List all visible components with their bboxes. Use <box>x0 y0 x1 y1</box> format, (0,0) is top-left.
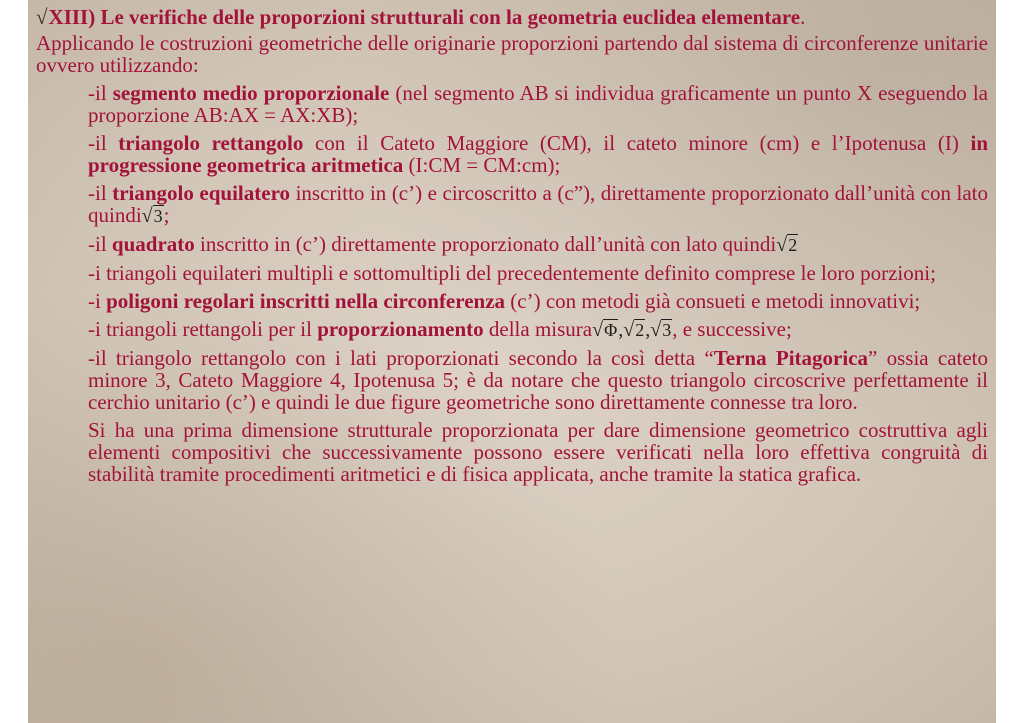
item-text: inscritto in (c’) e circoscritto a (c”), direttamente proporzionato dall’unità con lato quindi <box>88 181 989 227</box>
item-text: -il <box>88 81 113 105</box>
item-keyword: poligoni regolari inscritti nella circonferenza <box>106 289 506 313</box>
item-keyword: Terna Pitagorica <box>713 346 868 370</box>
item-text: inscritto in (c’) direttamente proporzionato dall’unità con lato quindi <box>194 232 777 256</box>
separator: , <box>645 319 651 341</box>
sqrt-symbol <box>592 318 618 341</box>
sqrt-symbol <box>776 233 798 256</box>
item-text: (I:CM = CM:cm); <box>403 153 561 177</box>
closing-paragraph: Si ha una prima dimensione strutturale proporzionata per dare dimensione geometrico costruttiva agli elementi compositivi che successivamente possono essere verificati nella loro effettiva congruità di stabilità tramite procedimenti aritmetici e di fisica applicata, anche tramite la statica grafica. <box>88 418 988 486</box>
item-keyword: triangolo rettangolo <box>118 131 304 155</box>
intro-paragraph: Applicando le costruzioni geometriche delle originarie proporzioni partendo dal sistema di circonferenze unitarie ovvero utilizzando: <box>36 31 988 77</box>
section-title-period: . <box>800 5 806 29</box>
radicand: Φ <box>604 320 618 340</box>
sqrt-symbol <box>142 204 164 227</box>
item-text: ; <box>163 203 170 227</box>
list-item-quadrato <box>88 233 988 256</box>
radicand: 3 <box>662 320 672 340</box>
item-text: -il <box>88 131 119 155</box>
radical-symbol: √ <box>776 234 788 256</box>
list-item-triangolo-rettangolo <box>88 132 988 176</box>
separator: , <box>618 319 624 341</box>
radical-symbol: √ <box>592 319 604 341</box>
item-text: -i <box>88 289 107 313</box>
list-item-poligoni <box>88 290 988 312</box>
sqrt-symbol <box>623 318 645 341</box>
slide-page <box>28 0 996 723</box>
list-item-proporzionamento <box>88 318 988 341</box>
item-text: -il <box>88 181 113 205</box>
item-text: -il triangolo rettangolo con i lati proporzionati secondo la così detta “ <box>88 346 714 370</box>
radical-symbol: √ <box>36 5 48 29</box>
list-item-segmento <box>88 82 988 126</box>
item-text: con il Cateto Maggiore (CM), il cateto minore (cm) e l’Ipotenusa (I) <box>303 131 971 155</box>
item-keyword: quadrato <box>111 232 195 256</box>
radical-symbol: √ <box>623 319 635 341</box>
item-list <box>88 82 988 413</box>
item-text: -il <box>88 232 112 256</box>
item-text: -i triangoli rettangoli per il <box>88 317 318 341</box>
radical-symbol: √ <box>650 319 662 341</box>
item-keyword: triangolo equilatero <box>112 181 291 205</box>
item-text: -i triangoli equilateri multipli e sottomultipli del precedentemente definito comprese le loro porzioni; <box>88 261 936 285</box>
item-text: (c’) con metodi già consueti e metodi innovativi; <box>505 289 921 313</box>
radicand: 2 <box>788 235 798 255</box>
list-item-terna-pitagorica <box>88 347 988 413</box>
radicand: 3 <box>153 206 163 226</box>
radical-symbol: √ <box>141 205 153 227</box>
item-text: ” ossia cateto minore 3, Cateto Maggiore 4, Ipotenusa 5; è da notare che questo triangolo circoscrive perfettamente il cerchio unitario (c’) e quindi le due figure geometriche sono direttamente connesse tra loro. <box>88 346 989 414</box>
list-item-triangolo-equilatero <box>88 182 988 227</box>
list-item-triangoli-multipli <box>88 262 988 284</box>
item-keyword: proporzionamento <box>317 317 484 341</box>
item-keyword: in progressione geometrica aritmetica <box>88 131 988 177</box>
item-keyword: segmento medio proporzionale <box>112 81 390 105</box>
item-text: , e successive; <box>672 317 792 341</box>
radicand: 2 <box>635 320 645 340</box>
section-title <box>36 6 996 28</box>
item-text: della misura <box>483 317 593 341</box>
item-text: (nel segmento AB si individua graficamente un punto X eseguendo la proporzione AB:AX = AX:XB); <box>88 81 988 127</box>
section-title-text: XIII) Le verifiche delle proporzioni strutturali con la geometria euclidea elementare <box>48 5 801 29</box>
sqrt-symbol <box>650 318 672 341</box>
slide-content <box>36 6 996 485</box>
